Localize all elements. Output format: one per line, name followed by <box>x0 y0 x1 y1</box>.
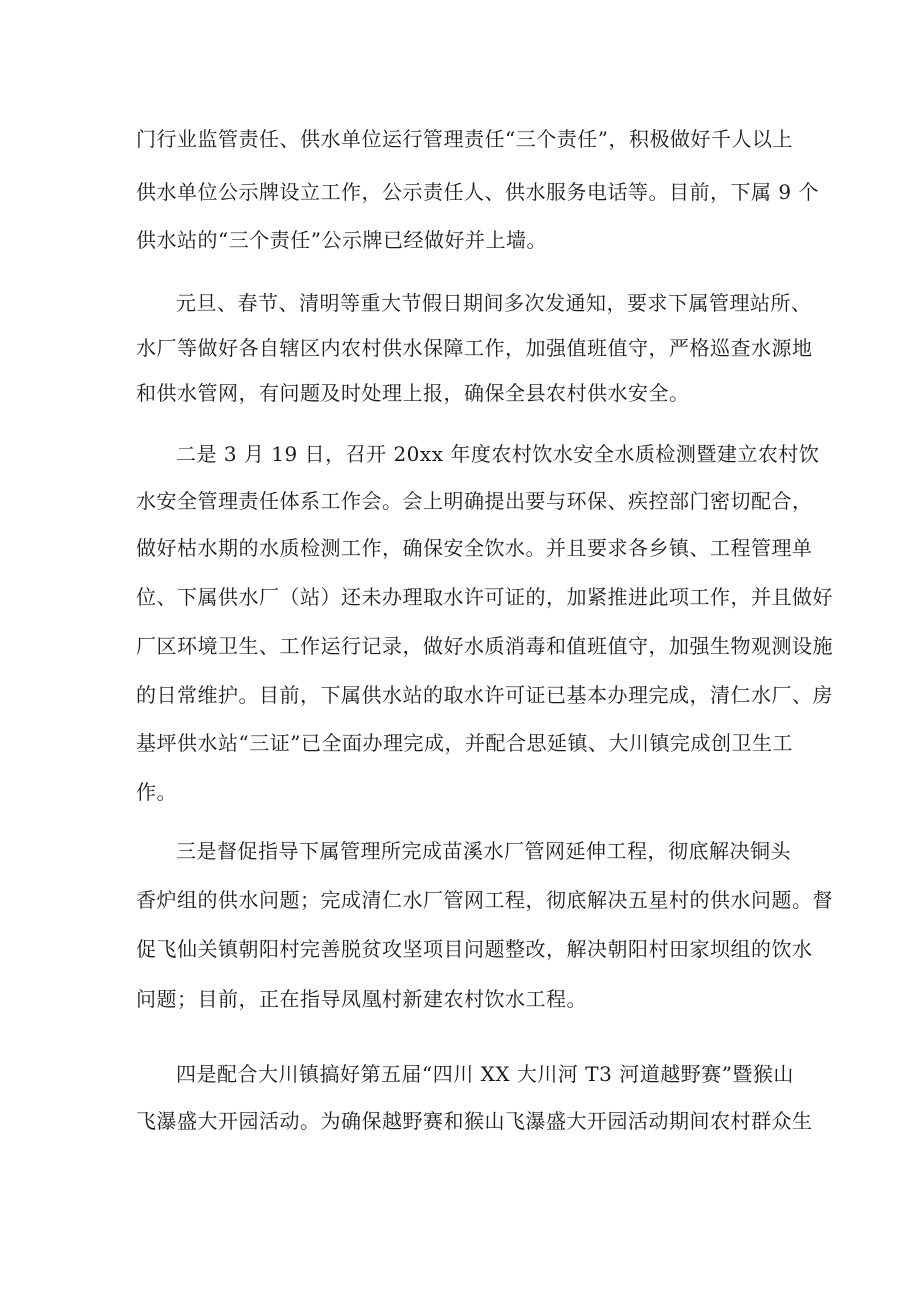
text-line: 三是督促指导下属管理所完成苗溪水厂管网延伸工程，彻底解决铜头 <box>176 839 791 863</box>
text-line: 基坪供水站“三证”已全面办理完成，并配合思延镇、大川镇完成创卫生工 <box>136 731 793 755</box>
text-line: 做好枯水期的水质检测工作，确保安全饮水。并且要求各乡镇、工程管理单 <box>136 536 813 560</box>
text-line: 四是配合大川镇搞好第五届“四川 XX 大川河 T3 河道越野赛”暨猴山 <box>176 1062 794 1086</box>
text-line: 促飞仙关镇朝阳村完善脱贫攻坚项目问题整改，解决朝阳村田家坝组的饮水 <box>136 937 813 961</box>
text-line: 香炉组的供水问题；完成清仁水厂管网工程，彻底解决五星村的供水问题。督 <box>136 888 833 912</box>
text-line: 元旦、春节、清明等重大节假日期间多次发通知，要求下属管理站所、 <box>176 291 812 315</box>
text-line: 水安全管理责任体系工作会。会上明确提出要与环保、疾控部门密切配合， <box>136 489 813 513</box>
text-line: 水厂等做好各自辖区内农村供水保障工作，加强值班值守，严格巡查水源地 <box>136 336 813 360</box>
text-line: 供水单位公示牌设立工作，公示责任人、供水服务电话等。目前，下属 9 个 <box>136 180 819 204</box>
text-line: 作。 <box>136 780 177 804</box>
text-line: 供水站的“三个责任”公示牌已经做好并上墙。 <box>136 228 547 252</box>
text-line: 的日常维护。目前，下属供水站的取水许可证已基本办理完成，清仁水厂、房 <box>136 683 833 707</box>
text-line: 二是 3 月 19 日，召开 20xx 年度农村饮水安全水质检测暨建立农村饮 <box>176 442 820 466</box>
text-line: 和供水管网，有问题及时处理上报，确保全县农村供水安全。 <box>136 381 690 405</box>
text-line: 位、下属供水厂（站）还未办理取水许可证的，加紧推进此项工作，并且做好 <box>136 585 833 609</box>
text-line: 问题；目前，正在指导凤凰村新建农村饮水工程。 <box>136 987 587 1011</box>
text-line: 厂区环境卫生、工作运行记录，做好水质消毒和值班值守，加强生物观测设施 <box>136 634 833 658</box>
text-line: 飞瀑盛大开园活动。为确保越野赛和猴山飞瀑盛大开园活动期间农村群众生 <box>136 1109 813 1133</box>
text-line: 门行业监管责任、供水单位运行管理责任“三个责任”，积极做好千人以上 <box>136 127 793 151</box>
